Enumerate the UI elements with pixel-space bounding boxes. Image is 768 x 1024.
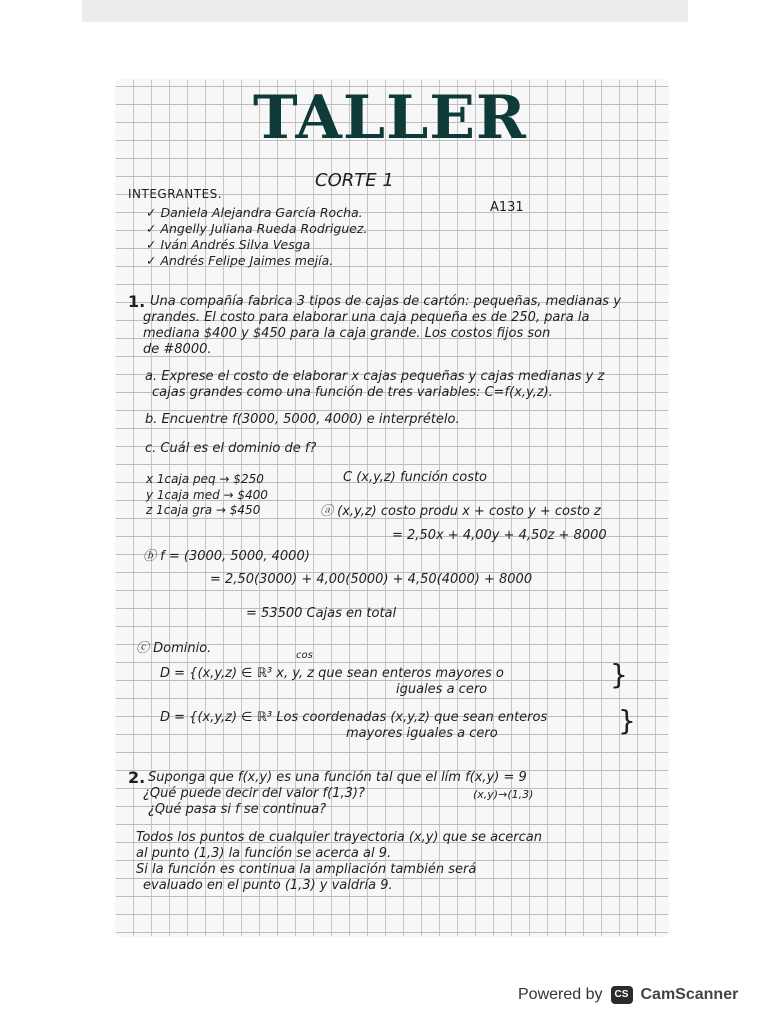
answer-a-line: = 2,50x + 4,00y + 4,50z + 8000 [392,528,607,543]
question-c: c. Cuál es el dominio de f? [145,441,317,456]
legend-item: z 1caja gra → $450 [146,503,261,517]
answer-c-line: iguales a cero [396,682,488,697]
problem-1-line: Una compañía fabrica 3 tipos de cajas de cartón: pequeñas, medianas y [150,294,621,309]
problem-1-number: 1. [128,292,146,311]
members-heading: INTEGRANTES. [128,187,223,201]
scanner-top-band [82,0,688,22]
brace-mark: } [610,658,628,691]
group-code: A131 [490,200,524,215]
problem-2-line: ¿Qué pasa si f se continua? [148,802,327,817]
member-item: ✓ Daniela Alejandra García Rocha. [146,205,363,220]
cost-function-label: C (x,y,z) función costo [343,470,488,485]
answer-a-line: ⓐ (x,y,z) costo produ x + costo y + costo z [320,504,601,519]
powered-by-text: Powered by [518,986,603,1003]
question-b: b. Encuentre f(3000, 5000, 4000) e interprételo. [145,412,460,427]
answer-c-line: mayores iguales a cero [346,726,498,741]
camscanner-logo-icon: CS [611,986,633,1004]
member-item: ✓ Andrés Felipe Jaimes mejía. [146,253,334,268]
page-subtitle: CORTE 1 [315,170,394,191]
question-a-line: cajas grandes como una función de tres variables: C=f(x,y,z). [152,385,553,400]
problem-2-answer-line: al punto (1,3) la función se acerca al 9. [136,846,392,861]
legend-item: x 1caja peq → $250 [146,472,264,486]
question-a-line: a. Exprese el costo de elaborar x cajas pequeñas y cajas medianas y z [145,369,605,384]
member-item: ✓ Angelly Juliana Rueda Rodriguez. [146,221,368,236]
problem-2-answer-line: Todos los puntos de cualquier trayectoria (x,y) que se acercan [136,830,542,845]
camscanner-brand: CamScanner [640,986,739,1003]
answer-c-line: D = {(x,y,z) ∈ ℝ³ Los coordenadas (x,y,z) que sean enteros [160,710,548,725]
problem-1-line: mediana $400 y $450 para la caja grande. Los costos fijos son [143,326,551,341]
problem-1-line: de #8000. [143,342,212,357]
member-item: ✓ Iván Andrés Silva Vesga [146,237,311,252]
answer-c-annotation: cos [296,650,313,661]
camscanner-watermark [518,986,738,1004]
problem-2-answer-line: Si la función es continua la ampliación también será [136,862,477,877]
limit-subscript: (x,y)→(1,3) [473,788,534,801]
answer-c-heading: ⓒ Dominio. [136,641,212,656]
answer-b-line: = 53500 Cajas en total [246,606,397,621]
answer-b-line: = 2,50(3000) + 4,00(5000) + 4,50(4000) + 8000 [210,572,533,587]
problem-2-answer-line: evaluado en el punto (1,3) y valdría 9. [143,878,393,893]
problem-1-line: grandes. El costo para elaborar una caja pequeña es de 250, para la [143,310,590,325]
page-title: TALLER [253,83,527,153]
brace-mark: } [618,704,636,737]
answer-b-line: ⓑ f = (3000, 5000, 4000) [143,549,310,564]
legend-item: y 1caja med → $400 [146,488,268,502]
problem-2-line: ¿Qué puede decir del valor f(1,3)? [143,786,365,801]
problem-2-number: 2. [128,768,146,787]
answer-c-line: D = {(x,y,z) ∈ ℝ³ x, y, z que sean enteros mayores o [160,666,504,681]
problem-2-line: Suponga que f(x,y) es una función tal que el lím f(x,y) = 9 [148,770,527,785]
